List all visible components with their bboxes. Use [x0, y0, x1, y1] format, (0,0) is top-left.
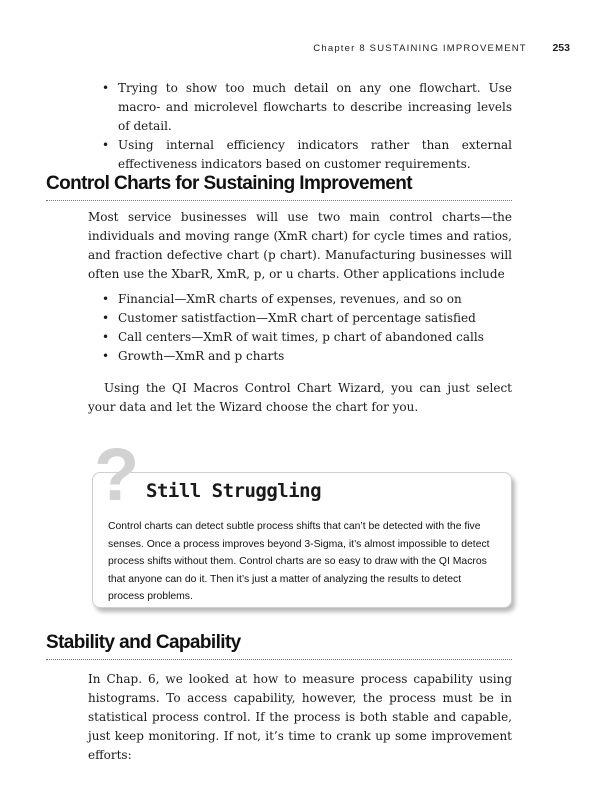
question-mark-icon: ?: [94, 433, 140, 516]
wizard-paragraph: Using the QI Macros Control Chart Wizard, you can just select your data and let the Wizard choose the chart for you.: [88, 381, 512, 414]
applications-bullet-list: [100, 290, 512, 366]
page-number: 253: [552, 42, 570, 54]
intro-bullet-list: [100, 79, 512, 174]
list-item: • Call centers—XmR of wait times, p chart of abandoned calls: [100, 328, 512, 347]
list-item: • Customer satistfaction—XmR chart of percentage satisfied: [100, 309, 512, 328]
section-heading-control-charts: Control Charts for Sustaining Improvement: [46, 173, 512, 201]
still-struggling-text: Control charts can detect subtle process shifts that can’t be detected with the five senses. Once a process improves beyond 3-Sigma, it’s almost impossible to detect process shifts without them. Control charts are so easy to draw with the QI Macros that anyone can do it. Then it’s just a matter of analyzing the results to detect process problems.: [108, 521, 490, 602]
chapter-title: SUSTAINING IMPROVEMENT: [369, 43, 527, 54]
list-item: • Using internal efficiency indicators rather than external effectiveness indicators based on customer requirements.: [100, 136, 512, 174]
stability-paragraph: In Chap. 6, we looked at how to measure process capability using histograms. To access capability, however, the process must be in statistical process control. If the process is both stable and capable, just keep monitoring. If not, it’s time to crank up some improvement efforts:: [88, 672, 512, 762]
control-charts-paragraph: Most service businesses will use two main control charts—the individuals and moving range (XmR chart) for cycle times and ratios, and fraction defective chart (p chart). Manufacturing businesses will often use the XbarR, XmR, p, or u charts. Other applications include: [88, 210, 512, 281]
list-item: • Financial—XmR charts of expenses, revenues, and so on: [100, 290, 512, 309]
still-struggling-title: Still Struggling: [146, 480, 322, 502]
running-head: [313, 42, 570, 54]
section-heading-stability: Stability and Capability: [46, 632, 512, 660]
list-item: • Growth—XmR and p charts: [100, 347, 512, 366]
list-item: • Trying to show too much detail on any one flowchart. Use macro- and microlevel flowcharts to describe increasing levels of detail.: [100, 79, 512, 136]
chapter-label: Chapter 8: [313, 43, 366, 54]
